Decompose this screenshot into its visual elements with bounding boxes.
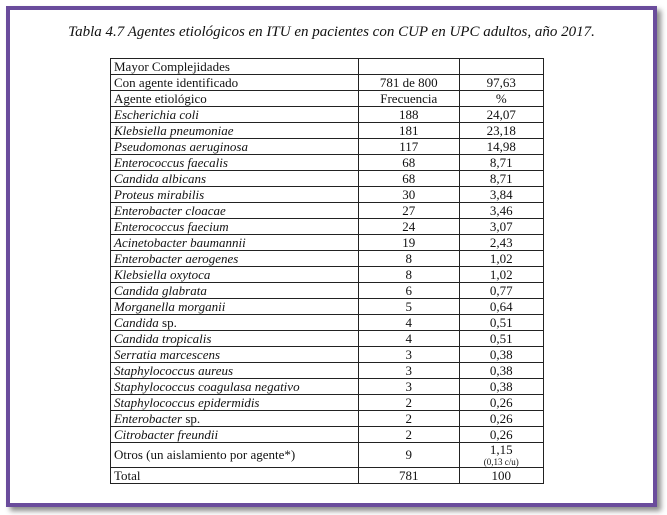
agent-name: Candida albicans [114, 170, 207, 186]
total-pct: 100 [459, 468, 543, 484]
table-row [111, 139, 544, 155]
identified-label: Con agente identificado [111, 75, 359, 91]
agent-name-cell [111, 395, 359, 411]
section-empty-cell [459, 59, 543, 75]
agent-name: Staphylococcus epidermidis [114, 394, 260, 410]
percent-cell: 0,38 [459, 347, 543, 363]
agent-name: Staphylococcus coagulasa negativo [114, 378, 300, 394]
agent-name: Acinetobacter baumannii [114, 234, 246, 250]
frequency-cell: 68 [358, 155, 459, 171]
percent-cell: 1,02 [459, 267, 543, 283]
frequency-cell: 4 [358, 315, 459, 331]
identified-row [111, 75, 544, 91]
table-row [111, 219, 544, 235]
agent-name-cell [111, 139, 359, 155]
frequency-cell: 181 [358, 123, 459, 139]
percent-cell: 0,26 [459, 427, 543, 443]
frequency-cell: 2 [358, 411, 459, 427]
table-row [111, 171, 544, 187]
agent-name-cell [111, 331, 359, 347]
table-row [111, 315, 544, 331]
frequency-cell: 24 [358, 219, 459, 235]
agent-name: Pseudomonas aeruginosa [114, 138, 248, 154]
agent-name: Enterobacter aerogenes [114, 250, 239, 266]
agent-name: Enterobacter cloacae [114, 202, 226, 218]
agent-name-cell [111, 187, 359, 203]
frequency-cell: 3 [358, 347, 459, 363]
figure-frame [6, 6, 657, 507]
percent-cell: 0,51 [459, 331, 543, 347]
agent-name: Enterobacter [114, 410, 183, 426]
percent-cell: 0,38 [459, 363, 543, 379]
agent-suffix: sp. [162, 314, 177, 330]
percent-cell: 0,77 [459, 283, 543, 299]
agent-name-cell [111, 107, 359, 123]
table-row [111, 379, 544, 395]
agent-suffix: sp. [185, 410, 201, 426]
agent-name-cell [111, 251, 359, 267]
agent-name: Citrobacter freundii [114, 426, 219, 442]
percent-cell: 3,84 [459, 187, 543, 203]
others-row [111, 443, 544, 468]
agent-name: Klebsiella pneumoniae [114, 122, 234, 138]
percent-cell: 0,38 [459, 379, 543, 395]
agent-name-cell [111, 123, 359, 139]
agent-name-cell [111, 299, 359, 315]
frequency-cell: 3 [358, 379, 459, 395]
percent-cell: 3,07 [459, 219, 543, 235]
table-row [111, 411, 544, 427]
agent-name: Escherichia coli [114, 106, 199, 122]
table-row [111, 187, 544, 203]
agent-name: Staphylococcus aureus [114, 362, 234, 378]
percent-cell: 24,07 [459, 107, 543, 123]
table-row [111, 427, 544, 443]
agent-name-cell [111, 411, 359, 427]
frequency-cell: 117 [358, 139, 459, 155]
section-row [111, 59, 544, 75]
agent-name-cell [111, 219, 359, 235]
column-header-row [111, 91, 544, 107]
agent-name-cell [111, 171, 359, 187]
agent-name: Candida [114, 314, 159, 330]
agent-name: Proteus mirabilis [114, 186, 205, 202]
percent-cell: 0,26 [459, 411, 543, 427]
frequency-cell: 188 [358, 107, 459, 123]
identified-pct: 97,63 [459, 75, 543, 91]
agent-name-cell [111, 267, 359, 283]
percent-cell: 14,98 [459, 139, 543, 155]
agent-name-cell [111, 363, 359, 379]
agent-name: Candida glabrata [114, 282, 207, 298]
others-label: Otros (un aislamiento por agente*) [111, 443, 359, 468]
frequency-cell: 8 [358, 251, 459, 267]
percent-cell: 8,71 [459, 155, 543, 171]
frequency-cell: 8 [358, 267, 459, 283]
agent-name-cell [111, 235, 359, 251]
total-label: Total [111, 468, 359, 484]
frequency-cell: 5 [358, 299, 459, 315]
table-row [111, 299, 544, 315]
frequency-cell: 30 [358, 187, 459, 203]
agent-name: Klebsiella oxytoca [114, 266, 211, 282]
agent-name: Morganella morganii [114, 298, 226, 314]
table-row [111, 155, 544, 171]
table-row [111, 347, 544, 363]
agent-name-cell [111, 315, 359, 331]
agent-name-cell [111, 379, 359, 395]
percent-cell: 0,26 [459, 395, 543, 411]
frequency-cell: 3 [358, 363, 459, 379]
agent-name-cell [111, 203, 359, 219]
col-header-frequency: Frecuencia [358, 91, 459, 107]
percent-cell: 2,43 [459, 235, 543, 251]
agent-name-cell [111, 283, 359, 299]
table-row [111, 267, 544, 283]
agent-name: Serratia marcescens [114, 346, 221, 362]
table-row [111, 251, 544, 267]
agent-name: Candida tropicalis [114, 330, 212, 346]
table-row [111, 107, 544, 123]
table-row [111, 203, 544, 219]
agent-name-cell [111, 347, 359, 363]
table-row [111, 123, 544, 139]
agent-name: Enterococcus faecium [114, 218, 229, 234]
table-row [111, 395, 544, 411]
others-pct-cell [459, 443, 543, 468]
percent-cell: 3,46 [459, 203, 543, 219]
table-row [111, 331, 544, 347]
frequency-cell: 4 [358, 331, 459, 347]
table-caption: Tabla 4.7 Agentes etiológicos en ITU en pacientes con CUP en UPC adultos, año 2017. [68, 24, 595, 40]
table-row [111, 363, 544, 379]
col-header-agent: Agente etiológico [111, 91, 359, 107]
percent-cell: 1,02 [459, 251, 543, 267]
percent-cell: 23,18 [459, 123, 543, 139]
frequency-cell: 2 [358, 395, 459, 411]
table-row [111, 235, 544, 251]
frequency-cell: 19 [358, 235, 459, 251]
section-label: Mayor Complejidades [111, 59, 359, 75]
etiology-table [110, 58, 544, 484]
frequency-cell: 6 [358, 283, 459, 299]
others-freq: 9 [358, 443, 459, 468]
others-pct: 1,15 [489, 442, 513, 457]
total-row [111, 468, 544, 484]
frequency-cell: 2 [358, 427, 459, 443]
col-header-percent: % [459, 91, 543, 107]
identified-count: 781 de 800 [358, 75, 459, 91]
others-pct-note: (0,13 c/u) [483, 457, 519, 467]
percent-cell: 8,71 [459, 171, 543, 187]
section-empty-cell [358, 59, 459, 75]
table-row [111, 283, 544, 299]
frequency-cell: 27 [358, 203, 459, 219]
agent-name-cell [111, 427, 359, 443]
percent-cell: 0,51 [459, 315, 543, 331]
frequency-cell: 68 [358, 171, 459, 187]
total-freq: 781 [358, 468, 459, 484]
agent-name: Enterococcus faecalis [114, 154, 228, 170]
agent-name-cell [111, 155, 359, 171]
percent-cell: 0,64 [459, 299, 543, 315]
